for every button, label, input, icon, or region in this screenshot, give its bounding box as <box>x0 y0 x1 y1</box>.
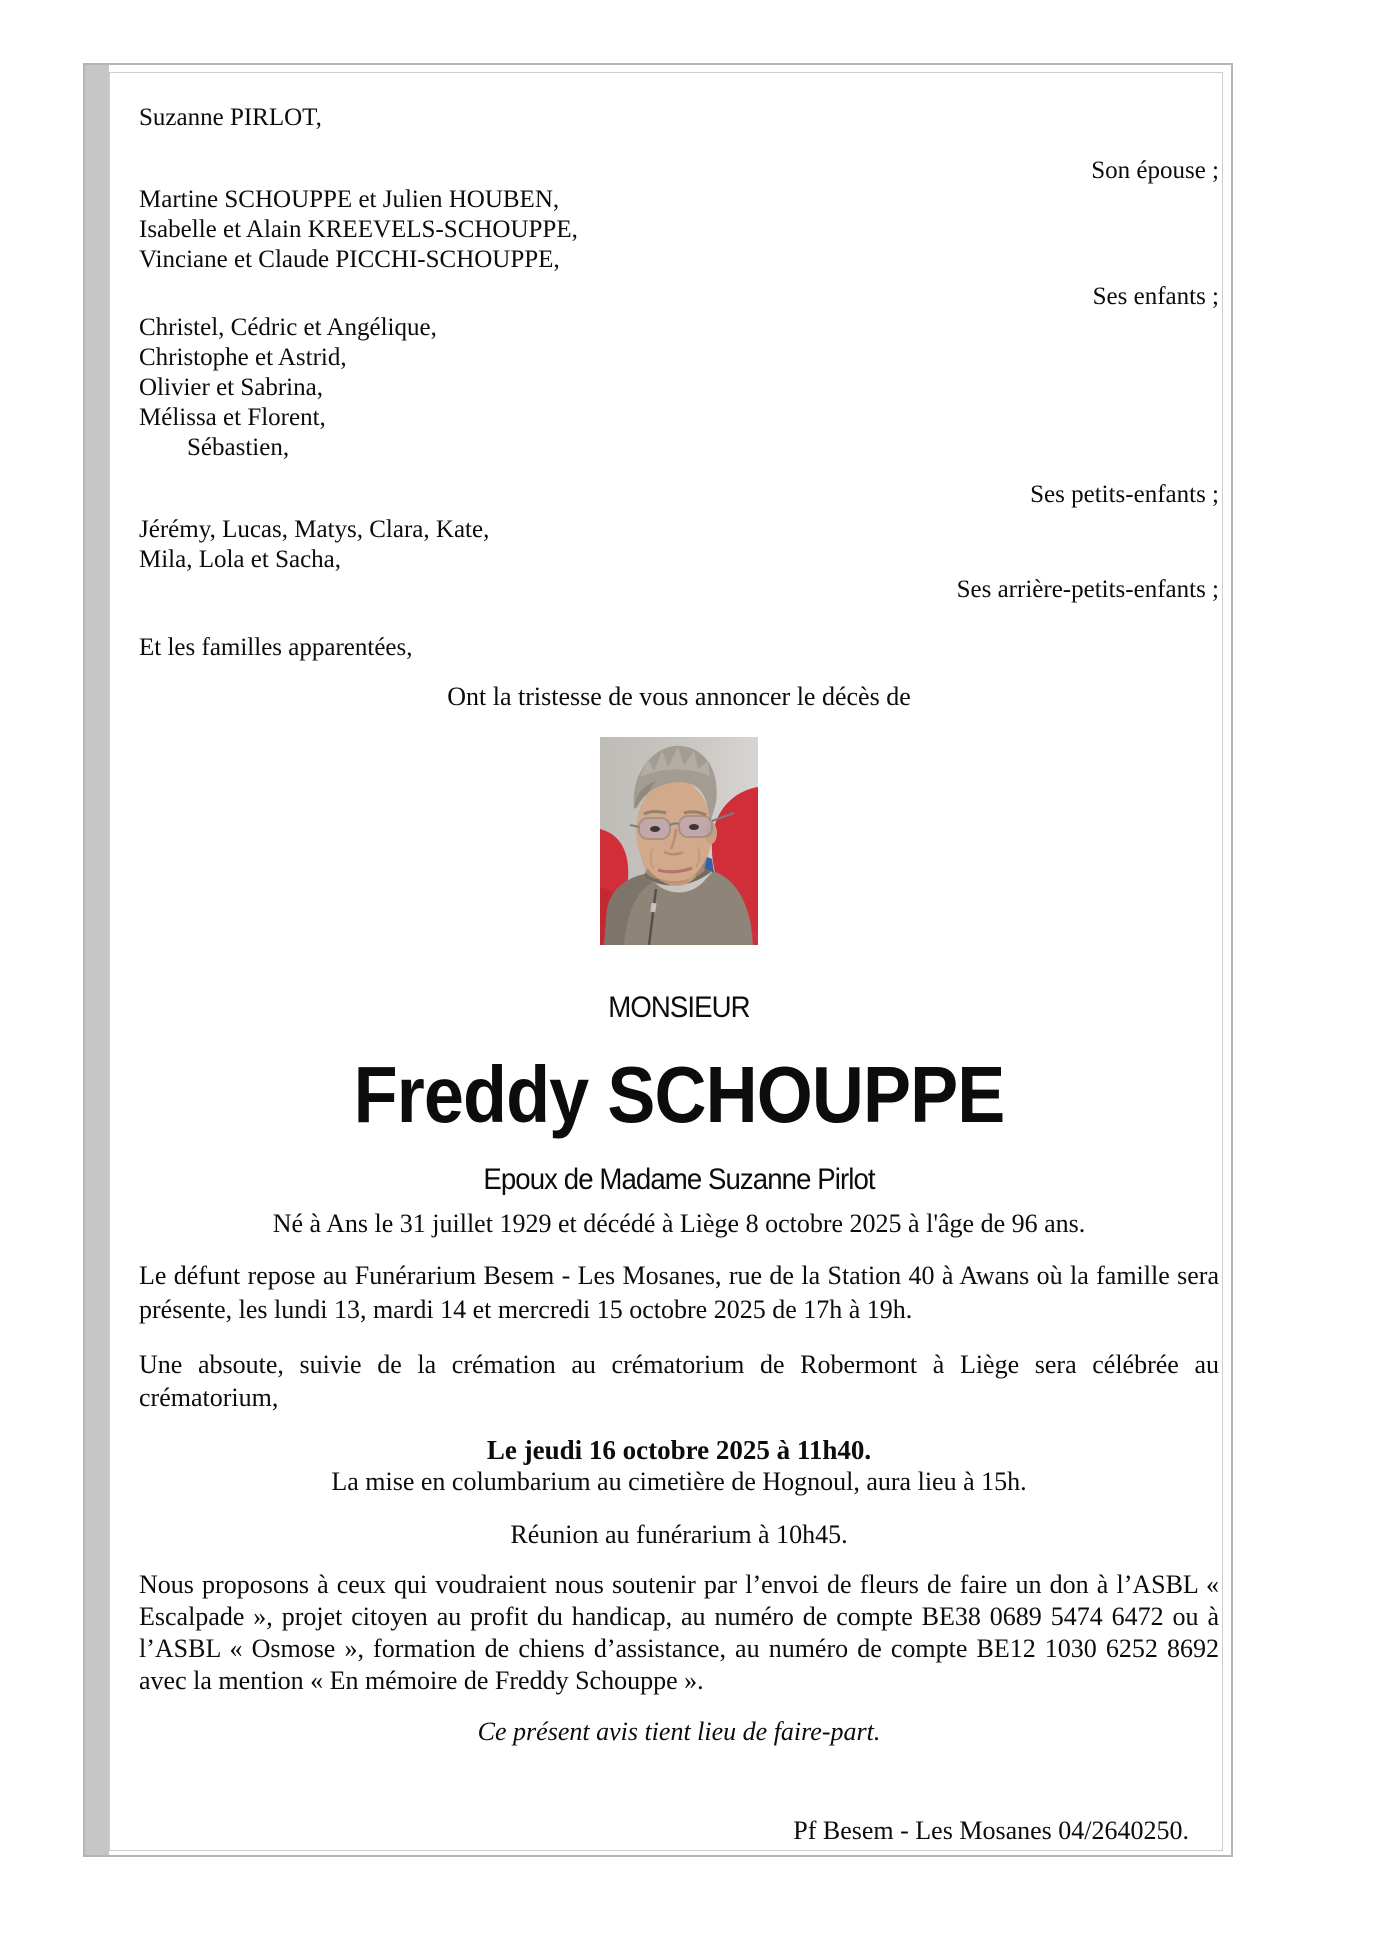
page-shadow-band <box>85 65 109 1855</box>
life-dates-line: Né à Ans le 31 juillet 1929 et décédé à Liège 8 octobre 2025 à l'âge de 96 ans. <box>272 1209 1086 1238</box>
faire-part-notice: Ce présent avis tient lieu de faire-part. <box>477 1717 881 1746</box>
ceremony-paragraph: Une absoute, suivie de la crémation au crématorium de Robermont à Liège sera célébrée au crématorium, <box>139 1350 1219 1412</box>
civility-title: MONSIEUR <box>608 991 750 1024</box>
great-grandchildren-name-line: Mila, Lola et Sacha, <box>139 546 342 573</box>
grandchildren-name-line: Christophe et Astrid, <box>139 344 347 371</box>
children-name-line: Martine SCHOUPPE et Julien HOUBEN, <box>139 186 560 213</box>
deceased-name: Freddy SCHOUPPE <box>353 1050 1005 1139</box>
children-names <box>139 185 1219 275</box>
meeting-line: Réunion au funérarium à 10h45. <box>510 1520 848 1549</box>
columbarium-line: La mise en columbarium au cimetière de Hognoul, aura lieu à 15h. <box>331 1467 1027 1496</box>
funeral-home-paragraph: Le défunt repose au Funérarium Besem - Les Mosanes, rue de la Station 40 à Awans où la famille sera présente, les lundi 13, mardi 14 et mercredi 15 octobre 2025 de 17h à 19h. <box>139 1261 1219 1324</box>
ceremony-date-line: Le jeudi 16 octobre 2025 à 11h40. <box>486 1435 872 1465</box>
grandchildren-names <box>139 313 1219 463</box>
grandchildren-name-line: Olivier et Sabrina, <box>139 374 323 401</box>
announcement-line: Ont la tristesse de vous annoncer le décès de <box>447 682 911 711</box>
great-grandchildren-names <box>139 515 1219 575</box>
grandchildren-name-line: Christel, Cédric et Angélique, <box>139 314 437 341</box>
children-name-line: Isabelle et Alain KREEVELS-SCHOUPPE, <box>139 216 578 243</box>
spouse-label: Son épouse ; <box>1091 157 1219 184</box>
spouse-of-subtitle: Epoux de Madame Suzanne Pirlot <box>483 1163 875 1196</box>
donation-paragraph: Nous proposons à ceux qui voudraient nous soutenir par l’envoi de fleurs de faire un don à l’ASBL « Escalpade », projet citoyen au profit du handicap, au numéro de compte BE38 0689 5474 6472 ou à l’ASBL « Osmose », formation de chiens d’assistance, au numéro de compte BE12 1030 6252 8692 avec la mention « En mémoire de Freddy Schouppe ». <box>139 1570 1219 1695</box>
grandchildren-name-line: Mélissa et Florent, <box>139 404 326 431</box>
funeral-home-footer: Pf Besem - Les Mosanes 04/2640250. <box>793 1816 1189 1845</box>
great-grandchildren-label: Ses arrière-petits-enfants ; <box>956 576 1219 603</box>
grandchildren-label: Ses petits-enfants ; <box>1030 481 1219 508</box>
children-name-line: Vinciane et Claude PICCHI-SCHOUPPE, <box>139 246 560 273</box>
notice-page <box>83 63 1233 1857</box>
great-grandchildren-name-line: Jérémy, Lucas, Matys, Clara, Kate, <box>139 516 490 543</box>
children-label: Ses enfants ; <box>1092 283 1219 310</box>
families-line: Et les familles apparentées, <box>139 634 413 661</box>
spouse-name: Suzanne PIRLOT, <box>139 104 322 131</box>
portrait-photo-image <box>600 737 758 945</box>
portrait-photo <box>139 737 1219 945</box>
grandchildren-name-line: Sébastien, <box>187 434 290 461</box>
